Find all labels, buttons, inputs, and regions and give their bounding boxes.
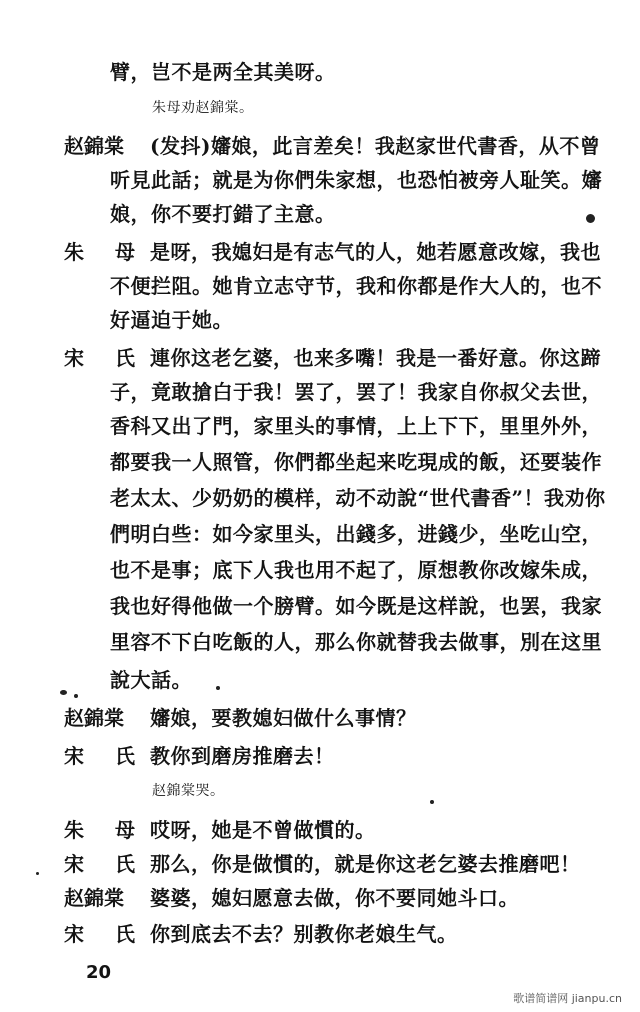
text-line: 老太太、少奶奶的模样，动不动說“世代書香”！我劝你 [110, 486, 606, 510]
ink-speck [36, 872, 39, 875]
ink-speck [60, 690, 67, 695]
speaker-label: 朱 母 [64, 240, 147, 264]
text-line: 好逼迫于她。 [110, 308, 233, 332]
text-line: 是呀，我媳妇是有志气的人，她若愿意改嫁，我也 [150, 240, 601, 264]
text-line: 哎呀，她是不曾做慣的。 [150, 818, 376, 842]
speaker-label: 赵錦棠 [64, 886, 124, 910]
text-line: 那么，你是做慣的，就是你这老乞婆去推磨吧！ [150, 852, 581, 876]
text-line: (发抖)嬸娘，此言差矣！我赵家世代書香，从不曾 [150, 134, 601, 158]
text-line: 香科又出了門，家里头的事情，上上下下，里里外外， [110, 414, 602, 438]
text-line: 臂，岂不是两全其美呀。 [110, 60, 336, 84]
text-line: 也不是事；底下人我也用不起了，原想教你改嫁朱成， [110, 558, 602, 582]
text-line: 都要我一人照管，你們都坐起来吃現成的飯，还要装作 [110, 450, 602, 474]
stage-direction: 赵錦棠哭。 [152, 783, 225, 799]
text-line: 里容不下白吃飯的人，那么你就替我去做事，別在这里 [110, 630, 602, 654]
text-line: 說大話。 [110, 668, 192, 692]
speaker-label: 赵錦棠 [64, 706, 124, 730]
text-line: 們明白些：如今家里头，出錢多，进錢少，坐吃山空， [110, 522, 602, 546]
speaker-label: 朱 母 [64, 818, 147, 842]
speaker-label: 宋 氏 [64, 346, 147, 370]
text-line: 娘，你不要打錯了主意。 [110, 202, 336, 226]
text-line: 教你到磨房推磨去！ [150, 744, 335, 768]
speaker-label: 赵錦棠 [64, 134, 124, 158]
text-line: 嬸娘，要教媳妇做什么事情？ [150, 706, 417, 730]
text-line: 子，竟敢搶白于我！罢了，罢了！我家自你叔父去世， [110, 380, 602, 404]
text-line: 婆婆，媳妇愿意去做，你不要同她斗口。 [150, 886, 519, 910]
watermark: 歌谱简谱网 jianpu.cn [513, 992, 622, 1005]
text-line: 我也好得他做一个膀臂。如今既是这样說，也罢，我家 [110, 594, 602, 618]
ink-speck [430, 800, 434, 804]
speaker-label: 宋 氏 [64, 922, 147, 946]
ink-speck [74, 694, 78, 698]
text-line: 你到底去不去？别教你老娘生气。 [150, 922, 458, 946]
text-line: 不便拦阻。她肯立志守节，我和你都是作大人的，也不 [110, 274, 602, 298]
stage-direction: 朱母劝赵錦棠。 [152, 100, 254, 116]
ink-speck [216, 686, 220, 690]
text-line: 听見此話；就是为你們朱家想，也恐怕被旁人耻笑。嬸 [110, 168, 602, 192]
speaker-label: 宋 氏 [64, 852, 147, 876]
text-line: 連你这老乞婆，也来多嘴！我是一番好意。你这蹄 [150, 346, 601, 370]
speaker-label: 宋 氏 [64, 744, 147, 768]
ink-speck [586, 214, 595, 223]
page-number: 20 [86, 962, 112, 983]
